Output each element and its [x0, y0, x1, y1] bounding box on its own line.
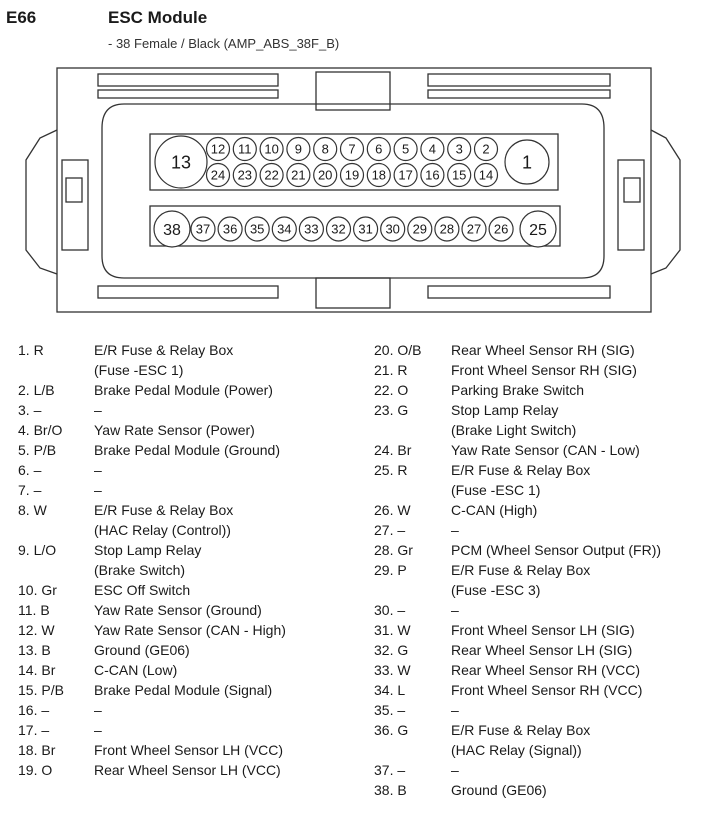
- pin-row: [18, 400, 348, 420]
- pin-description: Yaw Rate Sensor (CAN - Low): [451, 442, 640, 458]
- pin-number: 22. O: [374, 382, 409, 398]
- pin-row: [18, 340, 348, 360]
- pin-number: 36. G: [374, 722, 409, 738]
- pin-row: [18, 700, 348, 720]
- left-latch-inner: [62, 160, 88, 250]
- pin-1-label: 1: [521, 152, 533, 173]
- pin-description: (Brake Switch): [94, 562, 186, 578]
- pin-row: [374, 440, 700, 460]
- pin-description: E/R Fuse & Relay Box: [451, 722, 591, 738]
- pin-number: 13. B: [18, 642, 51, 658]
- pin-row: [374, 540, 700, 560]
- pin-number: 6. –: [18, 462, 42, 478]
- pin-description: Front Wheel Sensor RH (VCC): [451, 682, 643, 698]
- pin-row: [18, 540, 348, 560]
- right-latch-tab: [624, 178, 640, 202]
- pin-23-label: 23: [237, 167, 253, 183]
- pin-4-label: 4: [428, 141, 437, 157]
- pin-description: Rear Wheel Sensor RH (VCC): [451, 662, 641, 678]
- pin-row: [374, 560, 700, 580]
- pin-31-label: 31: [358, 221, 373, 237]
- pin-number: 26. W: [374, 502, 411, 518]
- pin-row: [18, 460, 348, 480]
- pin-description: –: [94, 482, 102, 498]
- pin-row: [374, 520, 700, 540]
- left-latch: [26, 130, 57, 274]
- pin-13-label: 13: [170, 152, 192, 173]
- pin-description: E/R Fuse & Relay Box: [451, 562, 591, 578]
- pin-19-label: 19: [344, 167, 360, 183]
- pin-number: 19. O: [18, 762, 53, 778]
- bottom-slot-right: [428, 286, 610, 298]
- pin-26-label: 26: [493, 221, 509, 237]
- pin-11-label: 11: [238, 141, 252, 157]
- pin-description: Stop Lamp Relay: [94, 542, 202, 558]
- top-slot-left-inner: [98, 90, 278, 98]
- pin-21-label: 21: [291, 167, 306, 183]
- pin-description: Front Wheel Sensor LH (VCC): [94, 742, 284, 758]
- pin-description: Brake Pedal Module (Ground): [94, 442, 280, 458]
- pin-18-label: 18: [371, 167, 387, 183]
- pin-row: [374, 400, 700, 420]
- pin-description: PCM (Wheel Sensor Output (FR)): [451, 542, 662, 558]
- pin-description: Front Wheel Sensor RH (SIG): [451, 362, 637, 378]
- pin-description: Brake Pedal Module (Power): [94, 382, 273, 398]
- top-slot-left: [98, 74, 278, 86]
- pin-description: Rear Wheel Sensor RH (SIG): [451, 342, 635, 358]
- pin-row: [18, 500, 348, 520]
- pin-description: (HAC Relay (Signal)): [451, 742, 582, 758]
- pin-description: (Fuse -ESC 1): [94, 362, 184, 378]
- pin-number: 34. L: [374, 682, 406, 698]
- pin-25-label: 25: [529, 221, 547, 239]
- inner-body: [102, 104, 604, 278]
- pin-number: 14. Br: [18, 662, 56, 678]
- pin-description: (Brake Light Switch): [451, 422, 577, 438]
- pin-row: [374, 720, 700, 740]
- pin-33-label: 33: [304, 221, 319, 237]
- pin-description: Yaw Rate Sensor (CAN - High): [94, 622, 286, 638]
- pin-description: –: [94, 702, 102, 718]
- pin-number: 1. R: [18, 342, 44, 358]
- pin-description: Rear Wheel Sensor LH (VCC): [94, 762, 281, 778]
- pin-number: 12. W: [18, 622, 55, 638]
- pin-description: ESC Off Switch: [94, 582, 191, 598]
- pin-row: [18, 620, 348, 640]
- pin-description: C-CAN (High): [451, 502, 538, 518]
- pin-description: Stop Lamp Relay: [451, 402, 559, 418]
- pin-number: 3. –: [18, 402, 42, 418]
- pin-20-label: 20: [317, 167, 333, 183]
- pin-row: [374, 580, 700, 600]
- pin-description: Parking Brake Switch: [451, 382, 585, 398]
- pin-description: –: [451, 522, 459, 538]
- pin-description: C-CAN (Low): [94, 662, 178, 678]
- pin-row: [374, 380, 700, 400]
- pin-description: (Fuse -ESC 3): [451, 582, 541, 598]
- pin-description: (HAC Relay (Control)): [94, 522, 231, 538]
- pin-row: [18, 560, 348, 580]
- pin-34-label: 34: [277, 221, 292, 237]
- pin-description: E/R Fuse & Relay Box: [94, 502, 234, 518]
- pin-number: 29. P: [374, 562, 407, 578]
- pin-number: 4. Br/O: [18, 422, 63, 438]
- connector-diagram: [0, 60, 706, 320]
- bottom-key: [316, 278, 390, 308]
- pin-row: [374, 760, 700, 780]
- page-title: ESC Module: [108, 8, 208, 27]
- top-slot-right: [428, 74, 610, 86]
- pin-row: [18, 520, 348, 540]
- pin-3-label: 3: [455, 141, 463, 157]
- pin-number: 7. –: [18, 482, 42, 498]
- pin-row: [374, 340, 700, 360]
- pin-description: –: [451, 702, 459, 718]
- pin-description: E/R Fuse & Relay Box: [94, 342, 234, 358]
- connector-subtitle: - 38 Female / Black (AMP_ABS_38F_B): [108, 36, 340, 51]
- pin-number: 32. G: [374, 642, 409, 658]
- pin-row: [18, 440, 348, 460]
- pin-row: [374, 360, 700, 380]
- pin-row: [18, 600, 348, 620]
- pin-row: [374, 500, 700, 520]
- pin-28-label: 28: [439, 221, 455, 237]
- pin-35-label: 35: [249, 221, 265, 237]
- pin-list-right: [374, 340, 700, 800]
- pin-number: 20. O/B: [374, 342, 422, 358]
- pin-16-label: 16: [425, 167, 440, 183]
- pin-6-label: 6: [375, 141, 383, 157]
- pin-36-label: 36: [222, 221, 238, 237]
- pin-number: 9. L/O: [18, 542, 57, 558]
- pin-description: –: [451, 762, 459, 778]
- pin-number: 30. –: [374, 602, 406, 618]
- left-latch-tab: [66, 178, 82, 202]
- pin-14-label: 14: [478, 167, 494, 183]
- pin-description: Brake Pedal Module (Signal): [94, 682, 273, 698]
- pin-number: 16. –: [18, 702, 50, 718]
- pin-description: –: [451, 602, 459, 618]
- pin-row: [18, 720, 348, 740]
- pin-15-label: 15: [451, 167, 467, 183]
- pin-description: –: [94, 722, 102, 738]
- pin-row: [374, 740, 700, 760]
- pin-8-label: 8: [321, 141, 329, 157]
- pin-row: [374, 700, 700, 720]
- pin-row: [374, 460, 700, 480]
- pin-37-label: 37: [195, 221, 211, 237]
- pin-number: 38. B: [374, 782, 407, 798]
- pin-number: 28. Gr: [374, 542, 413, 558]
- pin-row: [374, 640, 700, 660]
- pin-27-label: 27: [466, 221, 482, 237]
- pin-24-label: 24: [210, 167, 226, 183]
- pin-description: Rear Wheel Sensor LH (SIG): [451, 642, 633, 658]
- pin-number: 25. R: [374, 462, 408, 478]
- pin-description: –: [94, 462, 102, 478]
- bottom-slot-left: [98, 286, 278, 298]
- pin-number: 21. R: [374, 362, 408, 378]
- pin-number: 18. Br: [18, 742, 56, 758]
- pin-row: [18, 480, 348, 500]
- top-slot-right-inner: [428, 90, 610, 98]
- pin-number: 11. B: [18, 602, 50, 618]
- pin-38-label: 38: [163, 221, 181, 239]
- pin-row: [18, 740, 348, 760]
- pin-row: [374, 480, 700, 500]
- pin-number: 35. –: [374, 702, 406, 718]
- pin-row: [18, 760, 348, 780]
- pin-row: [18, 640, 348, 660]
- pin-description: Front Wheel Sensor LH (SIG): [451, 622, 635, 638]
- pin-7-label: 7: [348, 141, 356, 157]
- pin-9-label: 9: [294, 141, 303, 157]
- pin-number: 31. W: [374, 622, 411, 638]
- pin-row: [18, 380, 348, 400]
- pin-description: E/R Fuse & Relay Box: [451, 462, 591, 478]
- pin-description: Ground (GE06): [451, 782, 547, 798]
- pin-12-label: 12: [210, 141, 226, 157]
- pin-row: [374, 780, 700, 800]
- pin-number: 33. W: [374, 662, 411, 678]
- pin-number: 10. Gr: [18, 582, 57, 598]
- pin-row: [374, 620, 700, 640]
- pin-number: 17. –: [18, 722, 50, 738]
- pin-description: Ground (GE06): [94, 642, 190, 658]
- pin-number: 15. P/B: [18, 682, 64, 698]
- pin-32-label: 32: [331, 221, 346, 237]
- pin-row: [18, 680, 348, 700]
- pin-description: (Fuse -ESC 1): [451, 482, 541, 498]
- pin-5-label: 5: [401, 141, 410, 157]
- pin-30-label: 30: [385, 221, 400, 237]
- right-latch-inner: [618, 160, 644, 250]
- pin-number: 2. L/B: [18, 382, 55, 398]
- pin-number: 23. G: [374, 402, 409, 418]
- pin-row: [18, 580, 348, 600]
- right-latch: [651, 130, 680, 274]
- pin-description: Yaw Rate Sensor (Power): [94, 422, 255, 438]
- pin-10-label: 10: [264, 141, 279, 157]
- pin-list-left: [18, 340, 348, 780]
- pin-description: Yaw Rate Sensor (Ground): [94, 602, 262, 618]
- connector-code: E66: [6, 8, 37, 27]
- pin-number: 5. P/B: [18, 442, 57, 458]
- pin-number: 37. –: [374, 762, 406, 778]
- pin-row: [18, 660, 348, 680]
- pin-17-label: 17: [398, 167, 413, 183]
- pin-description: –: [94, 402, 102, 418]
- pin-2-label: 2: [482, 141, 490, 157]
- pin-row: [374, 680, 700, 700]
- pin-22-label: 22: [264, 167, 279, 183]
- pin-row: [374, 600, 700, 620]
- pin-number: 8. W: [18, 502, 47, 518]
- pin-number: 27. –: [374, 522, 406, 538]
- pin-number: 24. Br: [374, 442, 412, 458]
- pin-row: [374, 420, 700, 440]
- pin-row: [18, 360, 348, 380]
- pin-row: [18, 420, 348, 440]
- pin-29-label: 29: [412, 221, 428, 237]
- pin-row: [374, 660, 700, 680]
